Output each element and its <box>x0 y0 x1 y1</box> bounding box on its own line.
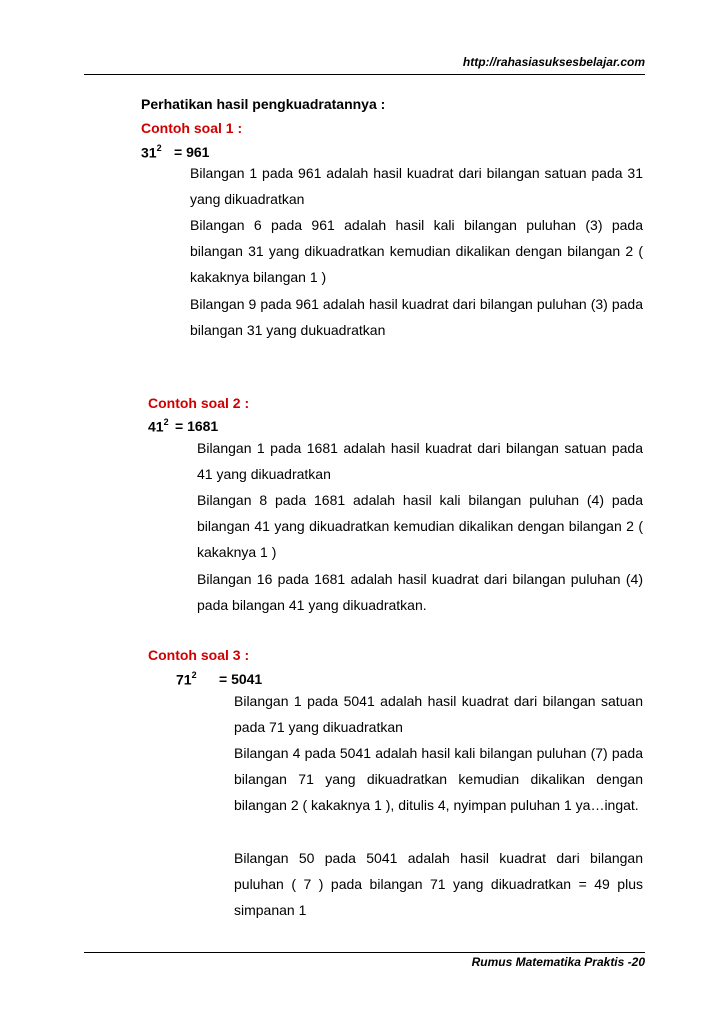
header-rule <box>84 74 645 75</box>
example-3-heading: Contoh soal 3 : <box>148 647 250 663</box>
example-3-result: = 5041 <box>219 671 263 687</box>
example-1-base: 31 <box>141 144 157 161</box>
example-3-base: 71 <box>176 671 192 688</box>
example-2-heading: Contoh soal 2 : <box>148 395 250 411</box>
page-header-url: http://rahasiasuksesbelajar.com <box>462 55 645 69</box>
example-1-exponent: 2 <box>156 143 162 153</box>
example-3-paragraph-2: Bilangan 4 pada 5041 adalah hasil kali bilangan puluhan (7) pada bilangan 71 yang dikuadratkan kemudian dikalikan dengan bilangan 2 ( kakaknya 1 ), ditulis 4, nyimpan puluhan 1 ya…ingat. <box>234 745 643 814</box>
example-1-result: = 961 <box>174 144 210 160</box>
example-1-paragraph-3: Bilangan 9 pada 961 adalah hasil kuadrat dari bilangan puluhan (3) pada bilangan 31 yang dukuadratkan <box>190 296 643 339</box>
example-2-paragraph-2: Bilangan 8 pada 1681 adalah hasil kali bilangan puluhan (4) pada bilangan 41 yang dikuadratkan kemudian dikalikan dengan bilangan 2 ( kakaknya 1 ) <box>197 492 643 561</box>
page-footer: Rumus Matematika Praktis -20 <box>471 955 645 969</box>
example-3-equation <box>176 670 263 688</box>
example-2-paragraph-3: Bilangan 16 pada 1681 adalah hasil kuadrat dari bilangan puluhan (4) pada bilangan 41 yang dikuadratkan. <box>197 571 643 614</box>
example-1-heading: Contoh soal 1 : <box>141 120 243 136</box>
footer-rule <box>84 952 645 953</box>
example-2-exponent: 2 <box>163 417 169 427</box>
example-3-paragraph-3: Bilangan 50 pada 5041 adalah hasil kuadrat dari bilangan puluhan ( 7 ) pada bilangan 71 yang dikuadratkan = 49 plus simpanan 1 <box>234 850 643 919</box>
example-3-exponent: 2 <box>191 670 197 680</box>
example-2-base: 41 <box>148 418 164 435</box>
intro-text: Perhatikan hasil pengkuadratannya : <box>141 96 386 112</box>
example-1-paragraph-1: Bilangan 1 pada 961 adalah hasil kuadrat dari bilangan satuan pada 31 yang dikuadratkan <box>190 165 643 208</box>
example-1-paragraph-2: Bilangan 6 pada 961 adalah hasil kali bilangan puluhan (3) pada bilangan 31 yang dikuadratkan kemudian dikalikan dengan bilangan 2 ( kakaknya bilangan 1 ) <box>190 217 643 286</box>
example-2-result: = 1681 <box>175 418 219 434</box>
example-3-paragraph-1: Bilangan 1 pada 5041 adalah hasil kuadrat dari bilangan satuan pada 71 yang dikuadratkan <box>234 693 643 736</box>
example-2-paragraph-1: Bilangan 1 pada 1681 adalah hasil kuadrat dari bilangan satuan pada 41 yang dikuadratkan <box>197 440 643 483</box>
example-2-equation <box>148 417 219 435</box>
example-1-equation <box>141 143 210 161</box>
